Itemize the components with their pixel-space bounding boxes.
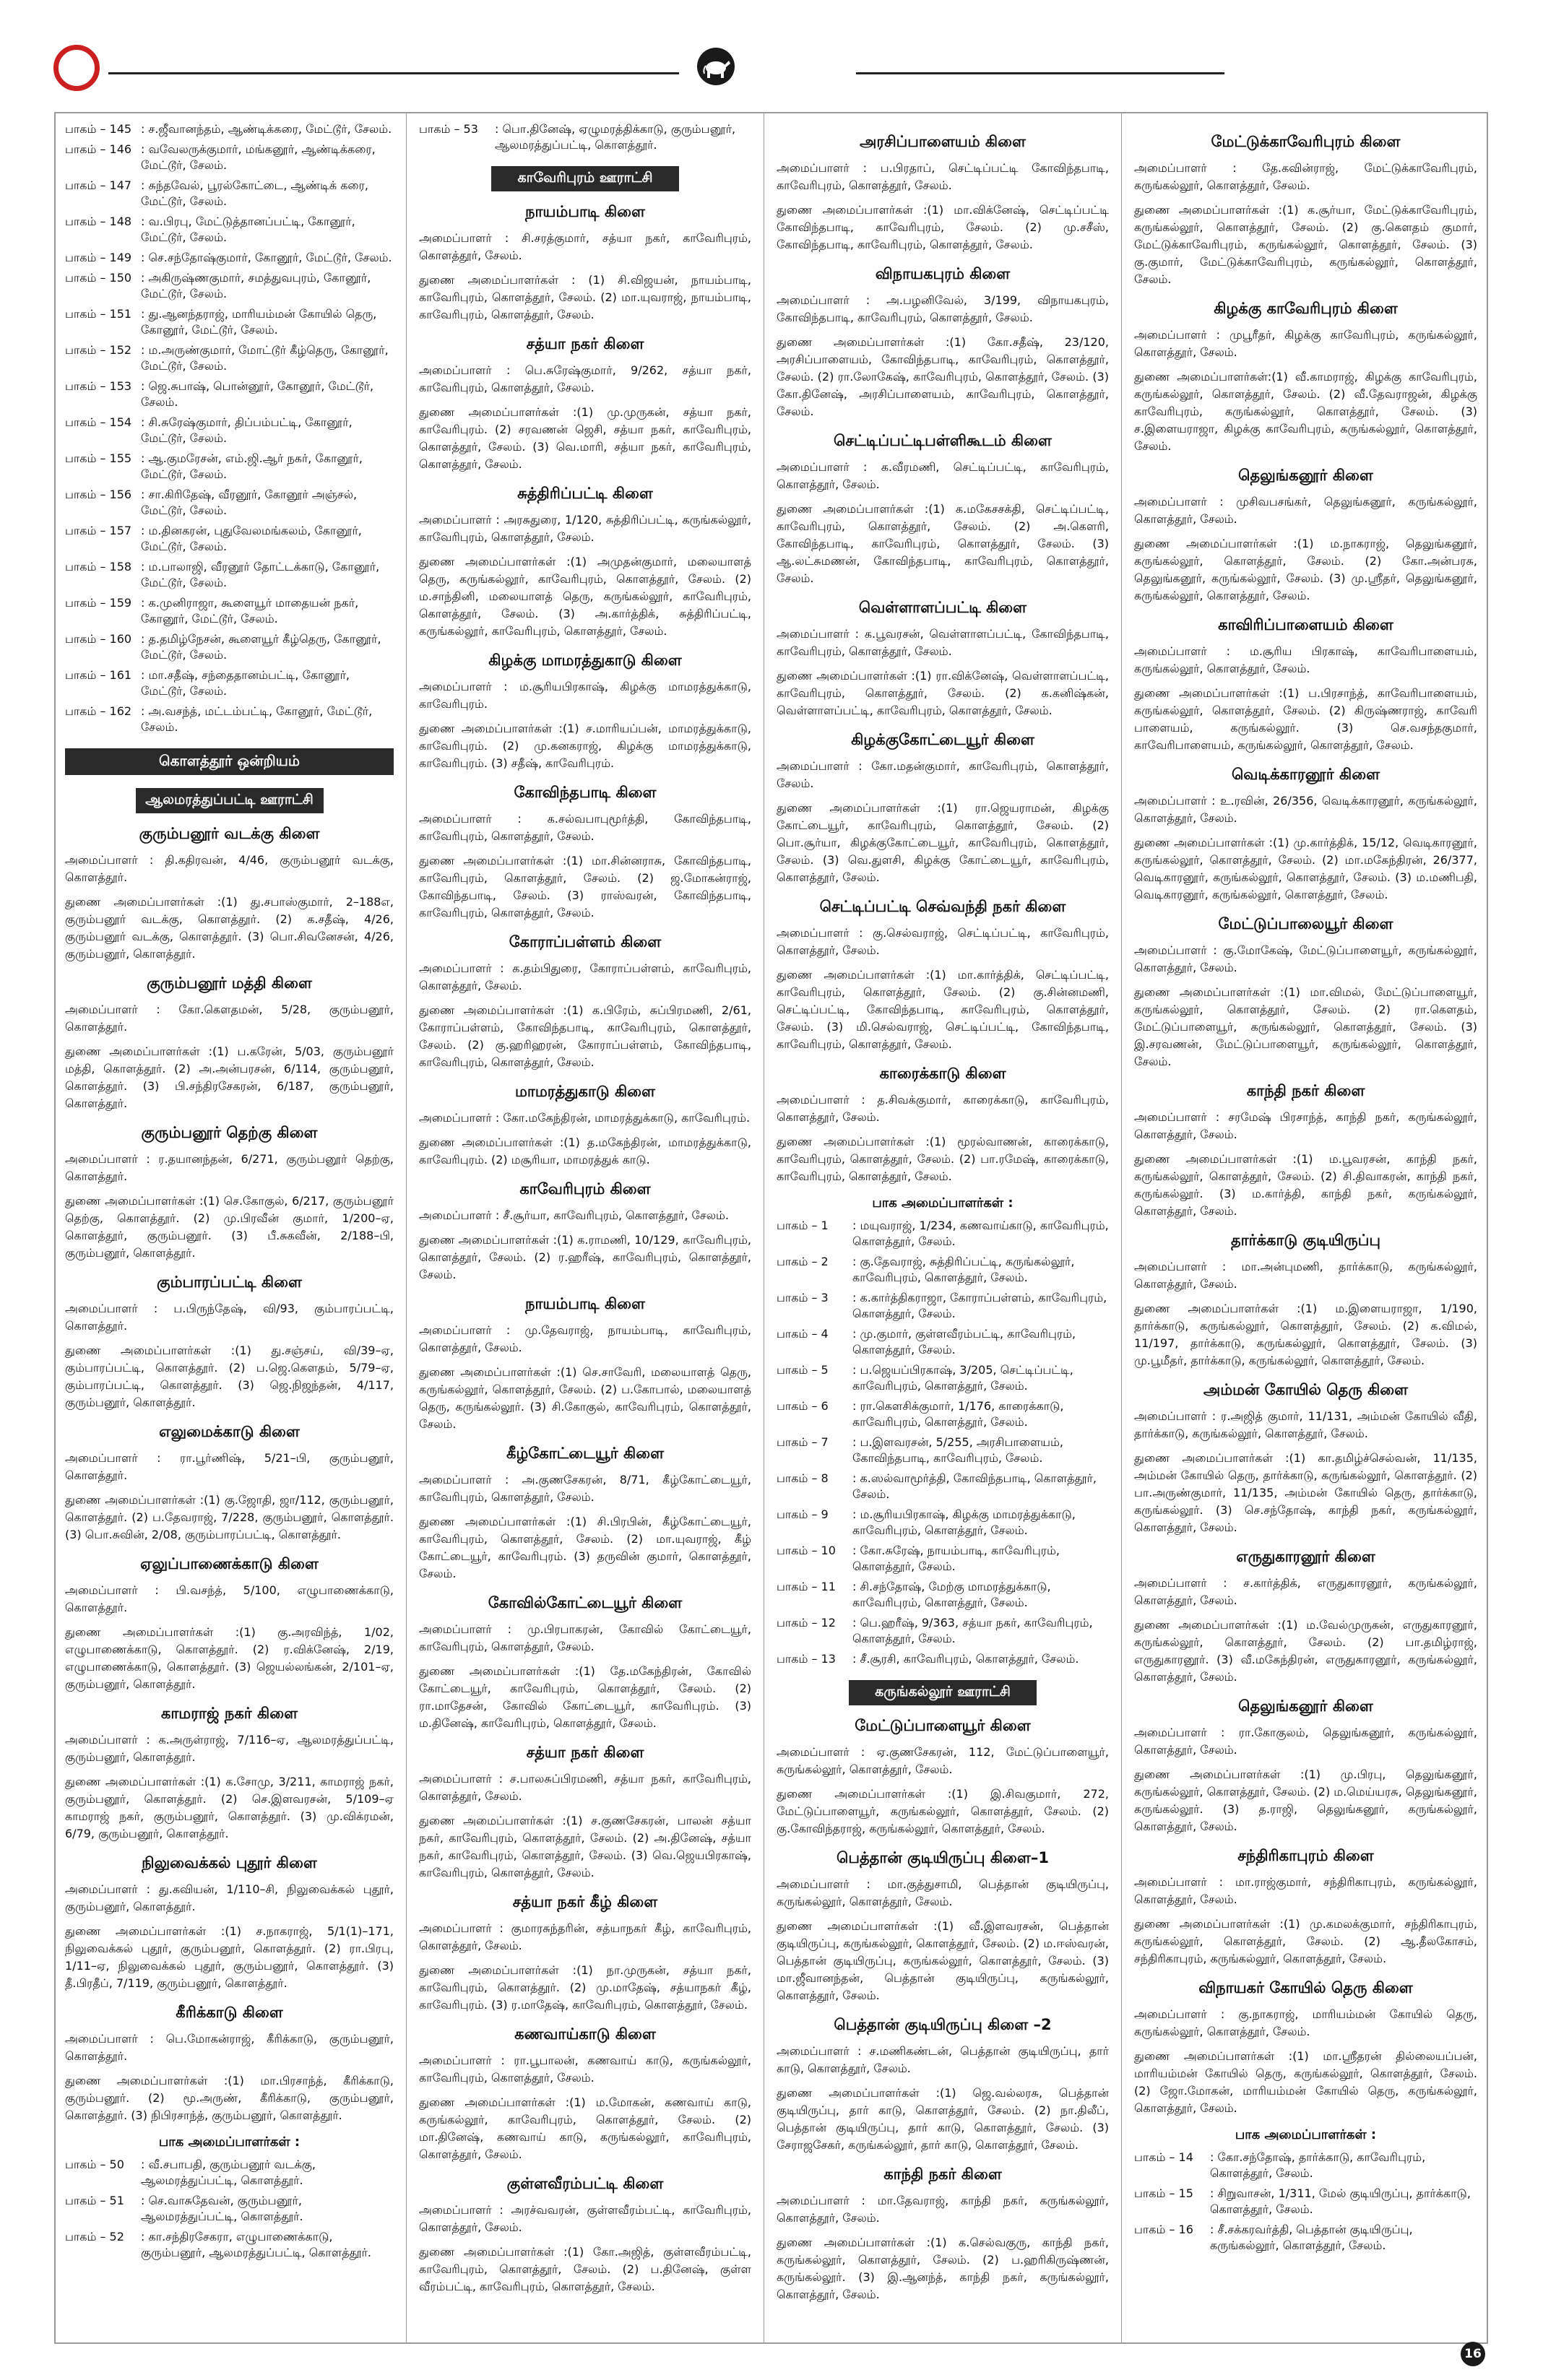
branch-leader: அமைப்பாளர் : மு.தேவராஜ், நாயம்பாடி, காவேரிபுரம், கொளத்தூர், சேலம். [419,1323,751,1354]
branch-section [1134,1232,1477,1369]
paga-entry: பாகம் – 15 : சிறுவாசன், 1/311, மேல் குடியிருப்பு, தார்க்காடு, கொளத்தூர், சேலம். [1134,2186,1471,2216]
branch-deputies: துணை அமைப்பாளர்கள் :(1) கா.தமிழ்ச்செல்வன், 11/135, அம்மன் கோயில் தெரு, தார்க்காடு, கருங்கல்லூர், கொளத்தூர். (2) பா.அருண்குமார், 11/135, அம்மன் கோயில் தெரு, தார்க்காடு, கருங்கல்லூர். (3) செ.சந்தோஷ், காந்தி நகர், கருங்கல்லூர், கொளத்தூர், சேலம். [1134,1451,1477,1534]
branch-section [1134,1697,1477,1835]
branch-deputies: துணை அமைப்பாளர்கள் :(1) செ.சாவேரி, மலையாளத் தெரு, கருங்கல்லூர், கொளத்தூர், சேலம். (2) ப.கோபால், மலையாளத் தெரு, கருங்கல்லூர். (3) சி.கோகுல், காவேரிபுரம், கொளத்தூர், சேலம். [419,1365,751,1431]
paga-entry: பாகம் – 146 : வவேலருக்குமார், மங்கனூர், ஆண்டிக்கரை, மேட்டூர், சேலம். [65,142,376,172]
branch-deputies: துணை அமைப்பாளர்கள் :(1) ரா.விக்னேஷ், வெள்ளாளப்பட்டி, காவேரிபுரம், கொளத்தூர், சேலம். (2) க.கனிஷ்கன், வெள்ளாளப்பட்டி, காவேரிபுரம், கொளத்தூர், சேலம். [777,669,1109,717]
branch-leader: அமைப்பாளர் : மா.அன்புமணி, தார்க்காடு, கருங்கல்லூர், கொளத்தூர், சேலம். [1134,1260,1477,1291]
branch-leader: அமைப்பாளர் : குமாரசுந்தரின், சத்யாநகர் கீழ், காவேரிபுரம், கொளத்தூர், சேலம். [419,1921,751,1952]
paga-entry: பாகம் – 13 : சீ.சூரசி, காவேரிபுரம், கொளத்தூர், சேலம். [777,1652,1079,1666]
branch-title: மேட்டுப்பாளையூர் கிளை [855,1717,1031,1734]
branch-deputies: துணை அமைப்பாளர்கள் :(1) கோ.சதீஷ், 23/120, அரசிப்பாளையம், கோவிந்தபாடி, காவேரிபுரம், கொளத்தூர், சேலம். (2) ரா.லோகேஷ், காவேரிபுரம், கொளத்தூர், சேலம். (3) கோ.தினேஷ், அரசிப்பாளையம், காவேரிபுரம், கொளத்தூர், சேலம். [777,335,1109,418]
branch-title: சத்யா நகர் கிளை [526,1744,644,1761]
branch-title: எலுமைக்காடு கிளை [159,1423,300,1440]
branch-leader: அமைப்பாளர் : பி.வசந்த், 5/100, எழுபாணைக்காடு, கொளத்தூர். [65,1583,394,1614]
branch-leader: அமைப்பாளர் : கோ.மகேந்திரன், மாமரத்துக்காடு, காவேரிபுரம். [419,1111,751,1125]
paga-entry: பாகம் – 151 : து.ஆனந்தராஜ், மாரியம்மன் கோயில் தெரு, கோனூர், மேட்டூர், சேலம். [65,307,377,337]
paga-entry: பாகம் – 10 : கோ.சுரேஷ், நாயம்பாடி, காவேரிபுரம், கொளத்தூர், சேலம். [777,1544,1060,1573]
branch-section [65,1124,394,1262]
paga-entry: பாகம் – 8 : க.ஸல்வாமூர்த்தி, கோவிந்தபாடி, கொளத்தூர், சேலம். [777,1471,1097,1501]
branch-title: கோவிந்தபாடி கிளை [514,784,657,801]
branch-leader: அமைப்பாளர் : கு.செல்வராஜ், செட்டிப்பட்டி, காவேரிபுரம், கொளத்தூர், சேலம். [777,926,1109,957]
branch-section [419,1445,751,1583]
branch-leader: அமைப்பாளர் : ஏ.குணசேகரன், 112, மேட்டுப்பாளையூர், கருங்கல்லூர், கொளத்தூர், சேலம். [777,1745,1109,1776]
branch-section [1134,1548,1477,1686]
branch-deputies: துணை அமைப்பாளர்கள் :(1) து.சபாஸ்குமார், 2–188எ, குரும்பனூர் வடக்கு, கொளத்தூர். (2) க.சதீஷ், 4/26, குரும்பனூர் வடக்கு, கொளத்தூர். (3) பொ.சிவனேசன், 4/26, குரும்பனூர், கொளத்தூர். [65,895,394,961]
branch-leader: அமைப்பாளர் : க.பூவரசன், வெள்ளாளப்பட்டி, கோவிந்தபாடி, காவேரிபுரம், கொளத்தூர், சேலம். [777,627,1109,658]
branch-leader: அமைப்பாளர் : க.தம்பிதுரை, கோராப்பள்ளம், காவேரிபுரம், கொளத்தூர், சேலம். [419,961,751,992]
branch-deputies: துணை அமைப்பாளர்கள் :(1) து.சஞ்சய், வி/39–ஏ, கும்பாரப்பட்டி, கொளத்தூர். (2) ப.ஜெ.கௌதம், 5/79–ஏ, கும்பாரப்பட்டி, கொளத்தூர். (3) ஜெ.நிஜந்தன், 4/117, குரும்பனூர், கொளத்தூர். [65,1343,394,1409]
branch-deputies: துணை அமைப்பாளர்கள் :(1) மு.கமலக்குமார், சந்திரிகாபுரம், கருங்கல்லூர், கொளத்தூர், சேலம். (2) ஆ.தீலகோசம், சந்திரிகாபுரம், கருங்கல்லூர், கொளத்தூர், சேலம். [1134,1917,1477,1965]
branch-leader: அமைப்பாளர் : ரா.பூபாலன், கணவாய் காடு, கருங்கல்லூர், காவேரிபுரம், கொளத்தூர், சேலம். [419,2054,751,2085]
paga-entry: பாகம் – 153 : ஜெ.சுபாஷ், பொன்னூர், கோனூர், மேட்டூர், சேலம். [65,379,374,409]
paga-entry: பாகம் – 148 : வ.பிரபு, மேட்டுத்தானப்பட்டி, கோனூர், மேட்டூர், சேலம். [65,215,355,244]
branch-section [419,1180,751,1284]
branch-leader: அமைப்பாளர் : தே.கவின்ராஜ், மேட்டுக்காவேரிபுரம், கருங்கல்லூர், கொளத்தூர், சேலம். [1134,161,1477,192]
branch-leader: அமைப்பாளர் : முசிவபசங்கர், தெலுங்கனூர், கருங்கல்லூர், கொளத்தூர், சேலம். [1134,495,1477,526]
branch-leader: அமைப்பாளர் : மா.குத்துசாமி, பெத்தான் குடியிருப்பு, கருங்கல்லூர், கொளத்தூர், சேலம். [777,1877,1109,1908]
branch-title: நாயம்பாடி கிளை [524,203,645,220]
branch-title: அரசிப்பாளையம் கிளை [860,133,1026,150]
branch-section [777,1849,1109,2004]
branch-deputies: துணை அமைப்பாளர்கள் :(1) நா.முருகன், சத்யா நகர், காவேரிபுரம், கொளத்தூர். (2) மு.மாதேஷ், சத்யாநகர் கீழ், காவேரிபுரம். (3) ர.மாதேஷ், காவேரிபுரம், கொளத்தூர், சேலம். [419,1963,751,2012]
branch-section [65,825,394,963]
column-divider [406,112,407,2344]
branch-title: பெத்தான் குடியிருப்பு கிளை–1 [837,1849,1049,1866]
branch-leader: அமைப்பாளர் : மு.பிரபாகரன், கோவில் கோட்டையூர், காவேரிபுரம், கொளத்தூர், சேலம். [419,1622,751,1653]
masthead [43,43,1503,101]
branch-title: கீரிக்காடு கிளை [176,2004,283,2021]
branch-deputies: துணை அமைப்பாளர்கள் :(1) ச.நாகராஜ், 5/1(1)–171, நிலுவைக்கல் புதூர், குரும்பனூர், கொளத்தூர். (2) ரா.பிரபு, 1/11–ஏ, நிலுவைக்கல் புதூர், குரும்பனூர், கொளத்தூர். (3) தீ.பிரதீப், 7/119, குரும்பனூர், கொளத்தூர். [65,1924,394,1990]
branch-leader: அமைப்பாளர் : கு.நாகராஜ், மாரியம்மன் கோயில் தெரு, கருங்கல்லூர், கொளத்தூர், சேலம். [1134,2007,1477,2038]
branch-section [419,2175,751,2295]
branch-leader: அமைப்பாளர் : சீ.சூர்யா, காவேரிபுரம், கொளத்தூர், சேலம். [419,1208,729,1222]
branch-leader: அமைப்பாளர் : தி.கதிரவன், 4/46, குரும்பனூர் வடக்கு, கொளத்தூர். [65,853,394,884]
branch-leader: அமைப்பாளர் : ர.அஜித் குமார், 11/131, அம்மன் கோயில் வீதி, தார்க்காடு, கருங்கல்லூர், கொளத்தூர், சேலம். [1134,1409,1477,1440]
branch-deputies: துணை அமைப்பாளர்கள் :(1) ம.வேல்முருகன், எருதுகாரனூர், கருங்கல்லூர், கொளத்தூர், சேலம். (2) பா.தமிழ்ராஜ், எருதுகாரனூர். (3) வீ.மகேந்திரன், எருதுகாரனூர், கருங்கல்லூர், கொளத்தூர், சேலம். [1134,1618,1477,1684]
paga-entry: பாகம் – 149 : செ.சந்தோஷ்குமார், கோனூர், மேட்டூர், சேலம். [65,251,392,264]
branch-leader: அமைப்பாளர் : அ.குணசேகரன், 8/71, கீழ்கோட்டையூர், காவேரிபுரம், கொளத்தூர், சேலம். [419,1473,751,1504]
branch-title: ஏலுப்பாணைக்காடு கிளை [140,1555,319,1572]
branch-title: விநாயகபுரம் கிளை [875,265,1011,282]
branch-title: காந்தி நகர் கிளை [883,2165,1002,2183]
branch-section [1134,467,1477,605]
branch-deputies: துணை அமைப்பாளர்கள் :(1) மா.ஸ்ரீதரன் தில்லையப்பன், மாரியம்மன் கோயில் தெரு, கருங்கல்லூர், கொளத்தூர், சேலம். (2) ஜோ.மோகன், மாரியம்மன் கோயில் தெரு, கருங்கல்லூர், கொளத்தூர், சேலம். [1134,2049,1477,2115]
branch-leader: அமைப்பாளர் : சி.சரத்குமார், சத்யா நகர், காவேரிபுரம், கொளத்தூர், சேலம். [419,231,751,262]
paga-heading: பாக அமைப்பாளர்கள் : [1235,2127,1377,2142]
branch-section [65,2004,394,2124]
column-4 [1134,121,1477,2332]
branch-title: எருதுகாரனூர் கிளை [1236,1548,1375,1565]
branch-section [419,485,751,640]
branch-title: வெடிக்காரனூர் கிளை [1231,766,1380,783]
branch-title: விநாயகர் கோயில் தெரு கிளை [1198,1979,1413,1996]
branch-section [777,1717,1109,1838]
branch-section [777,2016,1109,2154]
paga-entry: பாகம் – 12 : பெ.ஹரீஷ், 9/363, சத்யா நகர், காவேரிபுரம், கொளத்தூர், சேலம். [777,1616,1093,1645]
branch-leader: அமைப்பாளர் : அ.பழனிவேல், 3/199, விநாயகபுரம், கோவிந்தபாடி, காவேரிபுரம், கொளத்தூர், சேலம். [777,293,1109,324]
branch-title: சந்திரிகாபுரம் கிளை [1237,1847,1374,1864]
branch-title: வெள்ளாளப்பட்டி கிளை [858,599,1027,616]
paga-heading: பாக அமைப்பாளர்கள் : [158,2134,301,2150]
branch-title: கிழக்கு காவேரிபுரம் கிளை [1214,300,1398,317]
branch-title: கணவாய்காடு கிளை [514,2025,656,2043]
paga-entry: பாகம் – 4 : மு.குமார், குள்ளவீரம்பட்டி, காவேரிபுரம், கொளத்தூர், சேலம். [777,1327,1076,1356]
paga-entry: பாகம் – 52 : கா.சந்திரசேகரா, எழுபாணைக்காடு, குரும்பனூர், ஆலமரத்துப்பட்டி, கொளத்தூர். [65,2230,371,2259]
branch-deputies: துணை அமைப்பாளர்கள் :(1) ப.பிரசாந்த், காவேரிபாளையம், கருங்கல்லூர், கொளத்தூர், சேலம். (2) கிருஷ்ணராஜ், காவேரி பாளையம், கருங்கல்லூர். (3) செ.வசந்தகுமார், காவேரிபாளையம், கருங்கல்லூர், கொளத்தூர், சேலம். [1134,686,1477,752]
paga-entry: பாகம் – 1 : மயுவராஜ், 1/234, கணவாய்காடு, காவேரிபுரம், கொளத்தூர், சேலம். [777,1219,1109,1248]
branch-title: சத்யா நகர் கிளை [526,335,644,352]
branch-section [1134,1082,1477,1220]
branch-title: காரைக்காடு கிளை [879,1065,1006,1082]
paga-entry: பாகம் – 152 : ம.அருண்குமார், மோட்டூர் கீழ்தெரு, கோனூர், மேட்டூர், சேலம். [65,343,389,373]
branch-deputies: துணை அமைப்பாளர்கள் :(1) இ.சிவகுமார், 272, மேட்டுப்பாளையூர், கருங்கல்லூர், கொளத்தூர், சேலம். (2) கு.கோவிந்தராஜ், கருங்கல்லூர், கொளத்தூர், சேலம். [777,1787,1109,1835]
branch-leader: அமைப்பாளர் : சரமேஷ் பிரசாந்த், காந்தி நகர், கருங்கல்லூர், கொளத்தூர், சேலம். [1134,1110,1477,1141]
page-number: 16 [1461,2342,1485,2366]
branch-title: காமராஜ் நகர் கிளை [160,1705,298,1722]
branch-deputies: துணை அமைப்பாளர்கள் :(1) வீ.இளவரசன், பெத்தான் குடியிருப்பு, கருங்கல்லூர், கொளத்தூர், சேலம். (2) ம.ஈஸ்வரன், பெத்தான் குடியிருப்பு, கருங்கல்லூர், கொளத்தூர், சேலம். (3) மா.ஜீவானந்தன், பெத்தான் குடியிருப்பு, கருங்கல்லூர், கொளத்தூர், சேலம். [777,1919,1109,2002]
branch-title: மேட்டுக்காவேரிபுரம் கிளை [1211,133,1401,150]
branch-title: நாயம்பாடி கிளை [524,1295,645,1312]
branch-deputies: துணை அமைப்பாளர்கள் :(1) ம.இளையராஜா, 1/190, தார்க்காடு, கருங்கல்லூர், கொளத்தூர், சேலம். (2) க.விமல், 11/197, தார்க்காடு, கருங்கல்லூர், கொளத்தூர், சேலம். (3) மு.பூமீதர், தார்க்காடு, கருங்கல்லூர், கொளத்தூர், சேலம். [1134,1302,1477,1367]
branch-title: கிழக்குகோட்டையூர் கிளை [851,731,1034,748]
branch-leader: அமைப்பாளர் : க.அருள்ராஜ், 7/116–ஏ, ஆலமரத்துப்பட்டி, குரும்பனூர், கொளத்தூர். [65,1733,394,1764]
branch-deputies: துணை அமைப்பாளர்கள் :(1) க.பிரேம், சுப்பிரமணி, 2/61, கோராப்பள்ளம், கோவிந்தபாடி, காவேரிபுரம், கொளத்தூர், சேலம். (2) கு.ஹரிஹரன், கோராப்பள்ளம், கோவிந்தபாடி, காவேரிபுரம், கொளத்தூர், சேலம். [419,1003,751,1069]
branch-title: சத்யா நகர் கீழ் கிளை [512,1893,658,1911]
paga-entry: பாகம் – 160 : த.தமிழ்நேசன், கூளையூர் கீழ்தெரு, கோனூர், மேட்டூர், சேலம். [65,632,381,662]
paga-entry: பாகம் – 50 : வீ.சபாபதி, குரும்பனூர் வடக்கு, ஆலமரத்துப்பட்டி, கொளத்தூர். [65,2158,316,2187]
branch-deputies: துணை அமைப்பாளர்கள் : (1) சி.விஜயன், நாயம்பாடி, காவேரிபுரம், கொளத்தூர், சேலம். (2) மா.யுவராஜ், நாயம்பாடி, காவேரிபுரம், கொளத்தூர், சேலம். [419,273,751,321]
branch-section [1134,766,1477,904]
column-3 [777,121,1109,2332]
paga-entry: பாகம் – 9 : ம.சூரியபிரகாஷ், கிழக்கு மாமரத்துக்காடு, காவேரிபுரம், கொளத்தூர், சேலம். [777,1507,1076,1537]
branch-title: காவேரிபுரம் கிளை [519,1180,651,1198]
branch-deputies: துணை அமைப்பாளர்கள் :(1) க.சூர்யா, மேட்டுக்காவேரிபுரம், கருங்கல்லூர், கொளத்தூர், சேலம். (2) கு.கௌதம் குமார், மேட்டுக்காவேரிபுரம், கருங்கல்லூர், கொளத்தூர், சேலம். (3) கு.குமார், மேட்டுக்காவேரிபுரம், கருங்கல்லூர், கொளத்தூர், சேலம். [1134,203,1477,286]
paga-entry: பாகம் – 154 : சி.சுரேஷ்குமார், திப்பம்பட்டி, கோனூர், மேட்டூர், சேலம். [65,415,353,445]
branch-deputies: துணை அமைப்பாளர்கள் :(1) கோ.அஜித், குள்ளவீரம்பட்டி, காவேரிபுரம், கொளத்தூர், சேலம். (2) ப.தினேஷ், குள்ள வீரம்பட்டி, காவேரிபுரம், கொளத்தூர், சேலம். [419,2245,751,2293]
masthead-rule-right [856,72,1224,74]
paga-entry: பாகம் – 150 : அகிருஷ்ணகுமார், சமத்துவபுரம், கோனூர், மேட்டூர், சேலம். [65,271,371,300]
branch-deputies: துணை அமைப்பாளர்கள் :(1) க.சோமு, 3/211, காமராஜ் நகர், குரும்பனூர், கொளத்தூர். (2) செ.இளவரசன், 5/109–ஏ காமராஜ் நகர், குரும்பனூர், கொளத்தூர். (3) மு.விக்ரமன், 6/79, குரும்பனூர், கொளத்தூர். [65,1775,394,1840]
branch-title: சுத்திரிப்பட்டி கிளை [517,485,653,502]
panchayat-heading: ஆலமரத்துப்பட்டி ஊராட்சி [136,788,324,813]
branch-section [419,1083,751,1169]
branch-deputies: துணை அமைப்பாளர்கள் :(1) மு.கார்த்திக், 15/12, வெடிகாரனூர், கருங்கல்லூர், கொளத்தூர், சேலம். (2) மா.மகேந்திரன், 26/377, வெடிகாரனூர், கருங்கல்லூர், கொளத்தூர், சேலம். (3) ம.மணிபதி, வெடிகாரனூர், கருங்கல்லூர், கொளத்தூர், சேலம். [1134,836,1477,901]
branch-deputies: துணை அமைப்பாளர்கள் :(1) மு.பிரபு, தெலுங்கனூர், கருங்கல்லூர், கொளத்தூர், சேலம். (2) ம.மெய்யரசு, தெலுங்கனூர், கருங்கல்லூர். (3) த.ராஜி, தெலுங்கனூர், கருங்கல்லூர், கொளத்தூர், சேலம். [1134,1767,1477,1833]
branch-deputies: துணை அமைப்பாளர்கள் :(1) மூரல்வாணன், காரைக்காடு, காவேரிபுரம், கொளத்தூர், சேலம். (2) பா.ரமேஷ், காரைக்காடு, காவேரிபுரம், கொளத்தூர், சேலம். [777,1135,1109,1183]
branch-section [1134,1381,1477,1536]
branch-section [777,731,1109,886]
branch-title: தெலுங்கனூர் கிளை [1238,467,1373,484]
branch-deputies: துணை அமைப்பாளர்கள் :(1) மா.விக்னேஷ், செட்டிப்பட்டி கோவிந்தபாடி, காவேரிபுரம், சேலம். (2) மு.சசீஸ், கோவிந்தபாடி, காவேரிபுரம், கொளத்தூர், சேலம். [777,203,1109,251]
branch-section [1134,915,1477,1070]
paga-entry: பாகம் – 16 : சீ.சக்கரவர்த்தி, பெத்தான் குடியிருப்பு, கருங்கல்லூர், கொளத்தூர், சேலம். [1134,2223,1413,2252]
branch-section [1134,133,1477,288]
branch-leader: அமைப்பாளர் : ப.பிரதாப், செட்டிப்பட்டி கோவிந்தபாடி, காவேரிபுரம், கொளத்தூர், சேலம். [777,161,1109,192]
column-1 [65,121,394,2332]
branch-deputies: துணை அமைப்பாளர்கள் :(1) ம.மோகன், கணவாய் காடு, கருங்கல்லூர், காவேரிபுரம், கொளத்தூர், சேலம். (2) மா.தினேஷ், கணவாய் காடு, கருங்கல்லூர், காவேரிபுரம், கொளத்தூர், சேலம். [419,2095,751,2161]
branch-leader: அமைப்பாளர் : பெ.மோகன்ராஜ், கீரிக்காடு, குரும்பனூர், கொளத்தூர். [65,2032,394,2063]
union-heading: கொளத்தூர் ஒன்றியம் [65,748,394,775]
branch-section [777,2165,1109,2303]
paga-entry: பாகம் – 7 : ப.இளவரசன், 5/255, அரசிபாளையம், கோவிந்தபாடி, காவேரிபுரம், சேலம். [777,1435,1063,1465]
branch-title: செட்டிப்பட்டி செவ்வந்தி நகர் கிளை [819,898,1066,915]
branch-deputies: துணை அமைப்பாளர்கள் :(1) க.செல்வகுரு, காந்தி நகர், கருங்கல்லூர், கொளத்தூர், சேலம். (2) ப.ஹரிகிருஷ்ணன், கருங்கல்லூர். (3) இ.ஆனந்த், காந்தி நகர், கருங்கல்லூர், கொளத்தூர், சேலம். [777,2236,1109,2301]
branch-section [1134,300,1477,455]
branch-leader: அமைப்பாளர் : உ.ரவின், 26/356, வெடிக்காரனூர், கருங்கல்லூர், கொளத்தூர், சேலம். [1134,794,1477,825]
branch-section [65,1854,394,1992]
branch-section [65,1423,394,1544]
paga-entry: பாகம் – 51 : செ.வாசுதேவன், குரும்பனூர், ஆலமரத்துப்பட்டி, கொளத்தூர். [65,2194,303,2223]
branch-deputies: துணை அமைப்பாளர்கள் :(1) ரா.ஜெயராமன், கிழக்கு கோட்டையூர், காவேரிபுரம், கொளத்தூர், சேலம். (2) பொ.சூர்யா, கிழக்குகோட்டையூர், காவேரிபுரம், கொளத்தூர், சேலம். (3) வெ.துளசி, கிழக்கு கோட்டையூர், காவேரிபுரம், கொளத்தூர், சேலம். [777,801,1109,884]
paga-entry: பாகம் – 158 : ம.பாலாஜி, வீரனூர் தோட்டக்காடு, கோனூர், மேட்டூர், சேலம். [65,560,380,589]
party-symbol-icon [697,48,735,85]
column-divider [1121,112,1122,2344]
branch-deputies: துணை அமைப்பாளர்கள் :(1) ச.குணசேகரன், பாலன் சத்யா நகர், காவேரிபுரம், கொளத்தூர், சேலம். (2) அ.தினேஷ், சத்யா நகர், காவேரிபுரம், கொளத்தூர், சேலம். (3) வெ.ஜெயபிரகாஷ், காவேரிபுரம், கொளத்தூர், சேலம். [419,1814,751,1879]
branch-section [65,1705,394,1843]
branch-leader: அமைப்பாளர் : து.கவியன், 1/110–சி, நிலுவைக்கல் புதூர், குரும்பனூர், கொளத்தூர். [65,1882,394,1913]
branch-section [419,2025,751,2163]
branch-section [777,1065,1109,1185]
branch-section [419,784,751,922]
branch-leader: அமைப்பாளர் : அரசுதுரை, 1/120, சுத்திரிப்பட்டி, கருங்கல்லூர், காவேரிபுரம், கொளத்தூர், சேலம். [419,513,751,544]
branch-deputies: துணை அமைப்பாளர்கள் :(1) ஜெ.வல்லரசு, பெத்தான் குடியிருப்பு, தார் காடு, கொளத்தூர், சேலம். (2) நா.திலீப், பெத்தான் குடியிருப்பு, தார் காடு, கொளத்தூர், சேலம். (3) சேராஜசேகர், கருங்கல்லூர், தார் காடு, கொளத்தூர், சேலம். [777,2086,1109,2152]
branch-title: நிலுவைக்கல் புதூர் கிளை [142,1854,317,1871]
branch-title: மாமரத்துகாடு கிளை [515,1083,655,1100]
branch-section [65,1273,394,1411]
branch-title: தெலுங்கனூர் கிளை [1238,1697,1373,1715]
branch-leader: அமைப்பாளர் : க.சல்வபாபுமூர்த்தி, கோவிந்தபாடி, காவேரிபுரம், கொளத்தூர், சேலம். [419,812,751,843]
paga-entry: பாகம் – 6 : ரா.கௌசிக்குமார், 1/176, காரைக்காடு, காவேரிபுரம், கொளத்தூர், சேலம். [777,1399,1064,1429]
branch-section [419,652,751,772]
branch-title: குரும்பனூர் வடக்கு கிளை [139,825,320,842]
branch-section [1134,1847,1477,1968]
branch-section [777,133,1109,254]
branch-deputies: துணை அமைப்பாளர்கள் :(1) மா.சின்னராசு, கோவிந்தபாடி, காவேரிபுரம், கொளத்தூர், சேலம். (2) ஜ.மோகன்ராஜ், கோவிந்தபாடி, சேலம். (3) ராஸ்வரன், கோவிந்தபாடி, காவேரிபுரம், கொளத்தூர், சேலம். [419,854,751,919]
branch-deputies: துணை அமைப்பாளர்கள் :(1) ம.பூவரசன், காந்தி நகர், கருங்கல்லூர், கொளத்தூர், சேலம். (2) சி.திவாகரன், காந்தி நகர், கருங்கல்லூர். (3) ம.கார்த்தி, காந்தி நகர், கருங்கல்லூர், கொளத்தூர், சேலம். [1134,1152,1477,1218]
branch-leader: அமைப்பாளர் : ச.மணிகண்டன், பெத்தான் குடியிருப்பு, தார் காடு, கொளத்தூர், சேலம். [777,2044,1109,2075]
branch-section [777,265,1109,420]
branch-deputies: துணை அமைப்பாளர்கள் :(1) மா.கார்த்திக், செட்டிப்பட்டி, காவேரிபுரம், கொளத்தூர், சேலம். (2) கு.சின்னமணி, செட்டிப்பட்டி, கோவிந்தபாடி, காவேரிபுரம், கொளத்தூர், சேலம். (3) மி.செல்வராஜ், செட்டிப்பட்டி, கோவிந்தபாடி, காவேரிபுரம், கொளத்தூர், சேலம். [777,968,1109,1051]
branch-deputies: துணை அமைப்பாளர்கள் :(1) தே.மகேந்திரன், கோவில் கோட்டையூர், காவேரிபுரம், கொளத்தூர், சேலம். (2) ரா.மாதேசன், கோவில் கோட்டையூர், காவேரிபுரம். (3) ம.தினேஷ், காவேரிபுரம், கொளத்தூர், சேலம். [419,1664,751,1730]
branch-title: செட்டிப்பட்டிபள்ளிகூடம் கிளை [834,432,1052,449]
branch-title: காந்தி நகர் கிளை [1246,1082,1365,1099]
branch-section [419,1295,751,1433]
branch-title: கோவில்கோட்டையூர் கிளை [488,1594,683,1611]
branch-deputies: துணை அமைப்பாளர்கள் :(1) க.மகேசசக்தி, செட்டிப்பட்டி, காவேரிபுரம், கொளத்தூர், சேலம். (2) அ.கௌரி, கோவிந்தபாடி, காவேரிபுரம், கொளத்தூர், சேலம். (3) ஆ.லட்சுமணன், கோவிந்தபாடி, காவேரிபுரம், கொளத்தூர், சேலம். [777,502,1109,585]
paga-entry: பாகம் – 11 : சி.சந்தோஷ், மேற்கு மாமரத்துக்காடு, காவேரிபுரம், கொளத்தூர், சேலம். [777,1580,1051,1609]
branch-section [419,933,751,1071]
paga-entry: பாகம் – 147 : சுந்தவேல், பூரல்கோட்டை, ஆண்டிக் கரை, மேட்டூர், சேலம். [65,178,368,208]
paga-entry: பாகம் – 155 : ஆ.குமரேசன், எம்.ஜி.ஆர் நகர், கோனூர், மேட்டூர், சேலம். [65,451,363,481]
branch-leader: அமைப்பாளர் : த.சிவக்குமார், காரைக்காடு, காவேரிபுரம், கொளத்தூர், சேலம். [777,1093,1109,1124]
branch-section [419,1744,751,1882]
branch-leader: அமைப்பாளர் : பெ.சுரேஷ்குமார், 9/262, சத்யா நகர், காவேரிபுரம், கொளத்தூர், சேலம். [419,363,751,394]
branch-section [65,974,394,1112]
branch-title: குள்ளவீரம்பட்டி கிளை [506,2175,664,2192]
paga-entry: பாகம் – 145 : ச.ஜீவானந்தம், ஆண்டிக்கரை, மேட்டூர், சேலம். [65,122,392,136]
branch-section [65,1555,394,1693]
paga-entry: பாகம் – 159 : க.முனிராஜா, கூளையூர் மாதையன் நகர், கோனூர், மேட்டூர், சேலம். [65,596,359,626]
branch-section [419,335,751,473]
branch-deputies: துணை அமைப்பாளர்கள் :(1) மா.பிரசாந்த், கீரிக்காடு, குரும்பனூர். (2) மூ.அருண், கீரிக்காடு, குரும்பனூர், கொளத்தூர். (3) நிபிரசாந்த், குரும்பனூர், கொளத்தூர். [65,2074,394,2122]
branch-section [419,1893,751,2014]
branch-title: குரும்பனூர் தெற்கு கிளை [141,1124,318,1141]
paga-entry: பாகம் – 3 : க.கார்த்திகராஜா, கோராப்பள்ளம், காவேரிபுரம், கொளத்தூர், சேலம். [777,1291,1107,1320]
branch-leader: அமைப்பாளர் : அரச்வவரன், குள்ளவீரம்பட்டி, காவேரிபுரம், கொளத்தூர், சேலம். [419,2203,751,2234]
branch-title: பெத்தான் குடியிருப்பு கிளை –2 [834,2016,1052,2033]
branch-deputies: துணை அமைப்பாளர்கள் :(1) மு.முருகன், சத்யா நகர், காவேரிபுரம். (2) சரவணன் ஜெசி, சத்யா நகர், காவேரிபுரம், கொளத்தூர், சேலம். (3) வெ.மாரி, சத்யா நகர், காவேரிபுரம், கொளத்தூர், சேலம். [419,405,751,471]
branch-leader: அமைப்பாளர் : ம.சூரிய பிரகாஷ், காவேரிபாளையம், கருங்கல்லூர், கொளத்தூர், சேலம். [1134,644,1477,675]
branch-section [419,1594,751,1732]
branch-deputies: துணை அமைப்பாளர்கள் :(1) அமுதன்குமார், மலையாளத் தெரு, கருங்கல்லூர், காவேரிபுரம், கொளத்தூர், சேலம். (2) ம.சாந்தினி, மலையாளத் தெரு, கருங்கல்லூர், காவேரிபுரம், கொளத்தூர், சேலம். (3) அ.கார்த்திக், சுத்திரிப்பட்டி, கருங்கல்லூர், காவேரிபுரம், கொளத்தூர், சேலம். [419,555,751,638]
branch-leader: அமைப்பாளர் : ரா.கோகுலம், தெலுங்கனூர், கருங்கல்லூர், கொளத்தூர், சேலம். [1134,1726,1477,1757]
branch-deputies: துணை அமைப்பாளர்கள் :(1) த.மகேந்திரன், மாமரத்துக்காடு, காவேரிபுரம். (2) மசூரியா, மாமரத்துக் காடு. [419,1135,751,1167]
paga-entry: பாகம் – 156 : சா.கிரிதேஷ், வீரனூர், கோனூர் அஞ்சல், மேட்டூர், சேலம். [65,488,358,517]
branch-title: கும்பாரப்பட்டி கிளை [157,1273,302,1291]
paga-entry: பாகம் – 157 : ம.தினகரன், புதுவேலமங்கலம், கோனூர், மேட்டூர், சேலம். [65,524,362,553]
branch-title: கிழக்கு மாமரத்துகாடு கிளை [488,652,682,669]
paga-entry: பாகம் – 161 : மா.சதீஷ், சந்தைதானம்பட்டி, கோனூர், மேட்டூர், சேலம். [65,668,350,698]
branch-deputies: துணை அமைப்பாளர்கள் :(1) ச.மாரியப்பன், மாமரத்துக்காடு, காவேரிபுரம். (2) மு.கனகராஜ், கிழக்கு மாமரத்துக்காடு, காவேரிபுரம். (3) சதீஷ், காவேரிபுரம். [419,722,751,770]
branch-section [777,432,1109,587]
branch-deputies: துணை அமைப்பாளர்கள் :(1) கு.ஜோதி, ஜா/112, குரும்பனூர், கொளத்தூர். (2) ப.தேவராஜ், 7/228, குரும்பனூர், கொளத்தூர். (3) பொ.சுவின், 2/08, குரும்பாரப்பட்டி, கொளத்தூர். [65,1493,394,1541]
paga-entry: பாகம் – 53 : பொ.தினேஷ், ஏழுமரத்திக்காடு, குரும்பனூர், ஆலமரத்துப்பட்டி, கொளத்தூர். [419,122,736,152]
branch-leader: அமைப்பாளர் : கோ.கௌதமன், 5/28, குரும்பனூர், கொளத்தூர். [65,1003,394,1034]
paga-entry: பாகம் – 162 : அ.வசந்த், மட்டம்பட்டி, கோனூர், மேட்டூர், சேலம். [65,704,373,734]
branch-title: கீழ்கோட்டையூர் கிளை [506,1445,665,1462]
branch-leader: அமைப்பாளர் : மா.தேவராஜ், காந்தி நகர், கருங்கல்லூர், கொளத்தூர், சேலம். [777,2194,1109,2225]
branch-section [777,898,1109,1053]
branch-leader: அமைப்பாளர் : க.வீரமணி, செட்டிப்பட்டி, காவேரிபுரம், கொளத்தூர், சேலம். [777,460,1109,491]
paga-entry: பாகம் – 5 : ப.ஜெயப்பிரகாஷ், 3/205, செட்டிப்பட்டி, காவேரிபுரம், கொளத்தூர், சேலம். [777,1363,1073,1393]
paga-entry: பாகம் – 2 : கு.தேவராஜ், சுத்திரிப்பட்டி, கருங்கல்லூர், காவேரிபுரம், கொளத்தூர், சேலம். [777,1255,1075,1284]
branch-deputies: துணை அமைப்பாளர்கள் :(1) ம.நாகராஜ், தெலுங்கனூர், கருங்கல்லூர், கொளத்தூர், சேலம். (2) கோ.அன்பரசு, தெலுங்கனூர், கருங்கல்லூர், சேலம். (3) மு.ஸ்ரீதர், தெலுங்கனூர், கருங்கல்லூர், கொளத்தூர், சேலம். [1134,537,1477,602]
branch-deputies: துணை அமைப்பாளர்கள் :(1) மா.விமல், மேட்டுப்பாளையூர், கருங்கல்லூர், கொளத்தூர், சேலம். (2) ரா.கௌதம், மேட்டுப்பாளையூர், கருங்கல்லூர், கொளத்தூர், சேலம். (3) இ.சரவணன், மேட்டுப்பாளையூர், கருங்கல்லூர், கொளத்தூர், சேலம். [1134,985,1477,1068]
branch-deputies: துணை அமைப்பாளர்கள் :(1) செ.கோகுல், 6/217, குரும்பனூர் தெற்கு, கொளத்தூர். (2) மு.பிரவீன் குமார், 1/200–ஏ, கொளத்தூர், குரும்பனூர். (3) பீ.சுகவீன், 2/188–பி, குரும்பனூர், கொளத்தூர். [65,1194,394,1260]
masthead-circle-icon [53,45,100,91]
paga-heading: பாக அமைப்பாளர்கள் : [872,1195,1013,1211]
panchayat-heading: கருங்கல்லூர் ஊராட்சி [849,1680,1037,1705]
branch-leader: அமைப்பாளர் : ரா.பூர்ணிஷ், 5/21–பி, குரும்பனூர், கொளத்தூர். [65,1451,394,1482]
branch-title: காவிரிப்பாளையம் கிளை [1218,616,1393,633]
branch-title: கோராப்பள்ளம் கிளை [509,933,662,951]
branch-section [1134,616,1477,754]
branch-leader: அமைப்பாளர் : ச.பாலசுப்பிரமணி, சத்யா நகர், காவேரிபுரம், கொளத்தூர், சேலம். [419,1772,751,1803]
branch-deputies: துணை அமைப்பாளர்கள்:(1) வீ.காமராஜ், கிழக்கு காவேரிபுரம், கருங்கல்லூர், கொளத்தூர், சேலம். (2) வீ.தேவராஜன், கிழக்கு காவேரிபுரம், கருங்கல்லூர், கொளத்தூர், சேலம். (3) ச.இளையராஜா, கிழக்கு காவேரிபுரம், கருங்கல்லூர், கொளத்தூர், சேலம். [1134,370,1477,453]
branch-section [777,599,1109,719]
branch-title: தார்க்காடு குடியிருப்பு [1230,1232,1381,1249]
column-2 [419,121,751,2332]
branch-leader: அமைப்பாளர் : ப.பிருந்தேஷ், வி/93, கும்பாரப்பட்டி, கொளத்தூர். [65,1302,394,1333]
branch-leader: அமைப்பாளர் : ர.தயானந்தன், 6/271, குரும்பனூர் தெற்கு, கொளத்தூர். [65,1152,394,1183]
branch-section [419,203,751,324]
branch-deputies: துணை அமைப்பாளர்கள் :(1) க.ராமணி, 10/129, காவேரிபுரம், கொளத்தூர், சேலம். (2) ர.ஹரீஷ், காவேரிபுரம், கொளத்தூர், சேலம். [419,1233,751,1281]
branch-leader: அமைப்பாளர் : கோ.மதன்குமார், காவேரிபுரம், கொளத்தூர், சேலம். [777,759,1109,790]
branch-leader: அமைப்பாளர் : மா.ராஜ்குமார், சந்திரிகாபுரம், கருங்கல்லூர், கொளத்தூர், சேலம். [1134,1875,1477,1906]
branch-leader: அமைப்பாளர் : ம.சூரியபிரகாஷ், கிழக்கு மாமரத்துக்காடு, காவேரிபுரம். [419,680,751,711]
branch-title: அம்மன் கோயில் தெரு கிளை [1203,1381,1409,1398]
branch-leader: அமைப்பாளர் : ச.கார்த்திக், எருதுகாரனூர், கருங்கல்லூர், கொளத்தூர், சேலம். [1134,1576,1477,1607]
branch-leader: அமைப்பாளர் : கு.மோகேஷ், மேட்டுப்பாளையூர், கருங்கல்லூர், கொளத்தூர், சேலம். [1134,943,1477,974]
branch-leader: அமைப்பாளர் : முபூரீதர், கிழக்கு காவேரிபுரம், கருங்கல்லூர், கொளத்தூர், சேலம். [1134,328,1477,359]
branch-deputies: துணை அமைப்பாளர்கள் :(1) ப.கரேன், 5/03, குரும்பனூர் மத்தி, கொளத்தூர். (2) அ.அன்பரசன், 6/114, குரும்பனூர், கொளத்தூர். (3) பி.சந்திரசேகரன், 6/187, குரும்பனூர், கொளத்தூர். [65,1044,394,1110]
masthead-rule-left [108,72,679,74]
paga-entry: பாகம் – 14 : கோ.சந்தோஷ், தார்க்காடு, காவேரிபுரம், கொளத்தூர், சேலம். [1134,2150,1426,2180]
panchayat-heading: காவேரிபுரம் ஊராட்சி [491,166,679,191]
branch-section [1134,1979,1477,2117]
paga-list-top [65,121,394,735]
branch-title: மேட்டுப்பாலையூர் கிளை [1218,915,1393,932]
branch-deputies: துணை அமைப்பாளர்கள் :(1) சி.பிரபின், கீழ்கோட்டையூர், காவேரிபுரம், கொளத்தூர், சேலம். (2) மா.யுவராஜ், கீழ் கோட்டையூர், காவேரிபுரம். (3) தருவின் குமார், கொளத்தூர், சேலம். [419,1515,751,1580]
branch-title: குரும்பனூர் மத்தி கிளை [147,974,312,992]
branch-deputies: துணை அமைப்பாளர்கள் :(1) கு.அரவிந்த், 1/02, எழுபாணைக்காடு, கொளத்தூர். (2) ர.விக்னேஷ், 2/19, எழுபாணைக்காடு, கொளத்தூர். (3) ஜெயல்லங்கன், 2/101–ஏ, குரும்பனூர், கொளத்தூர். [65,1625,394,1691]
